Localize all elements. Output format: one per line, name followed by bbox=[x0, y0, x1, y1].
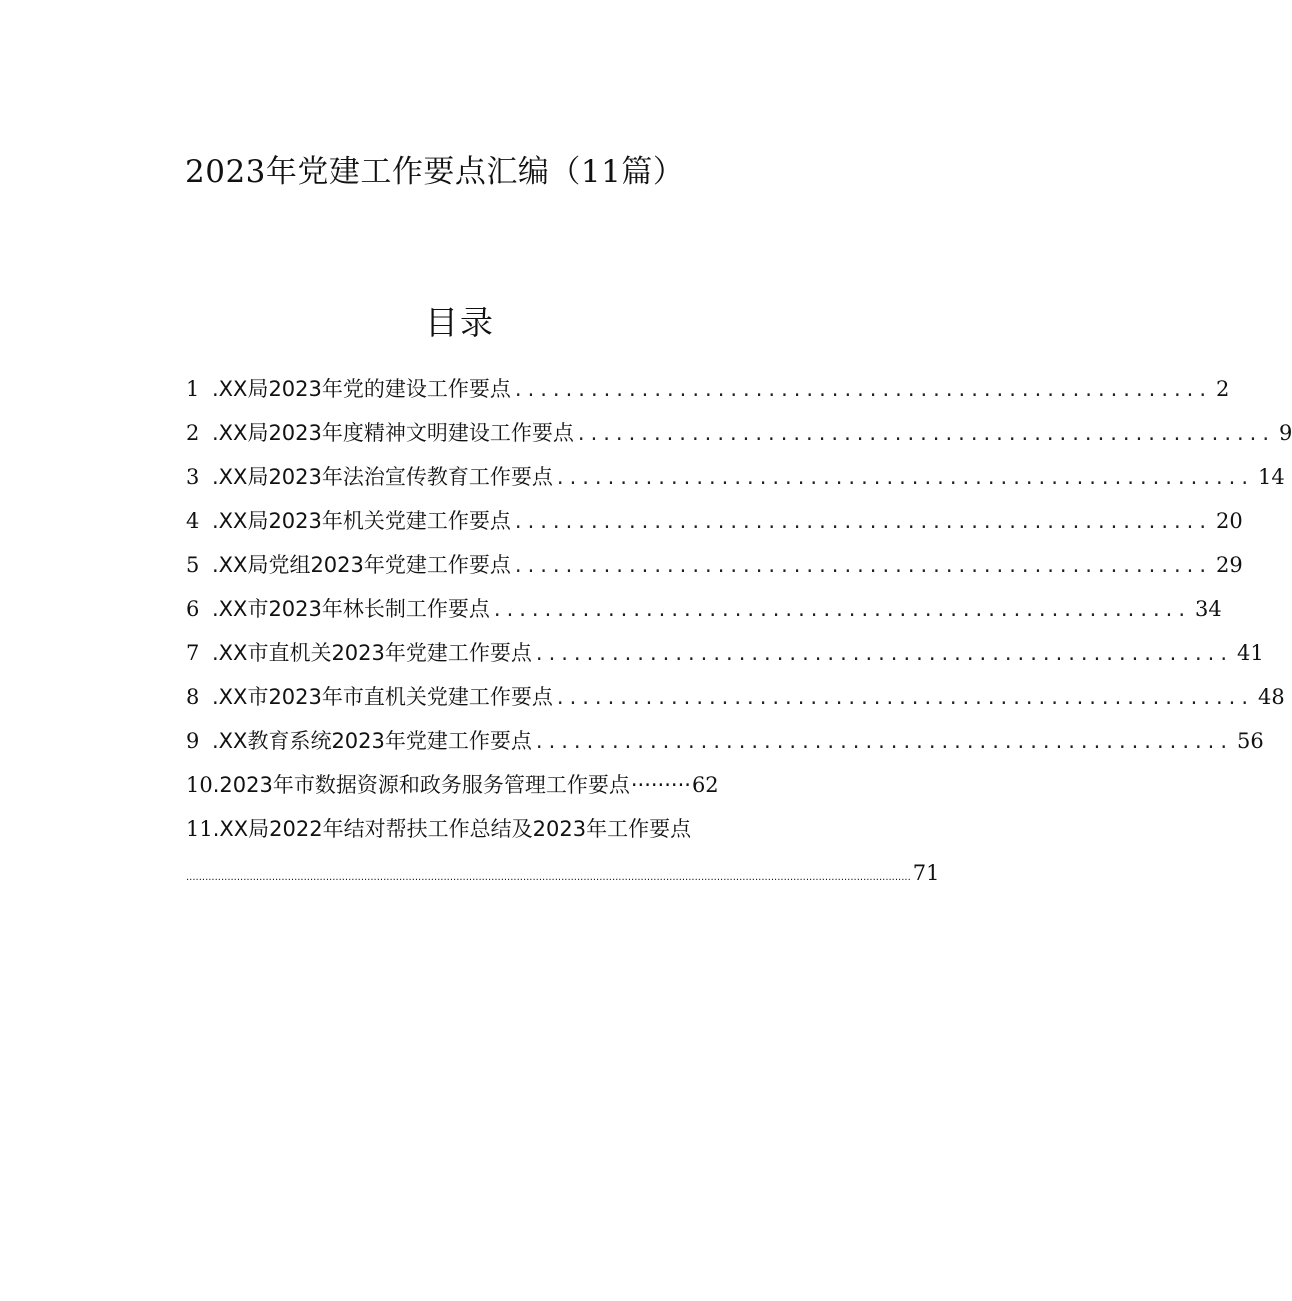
toc-entry[interactable] bbox=[186, 677, 1285, 721]
document-title: 2023年党建工作要点汇编（11篇） bbox=[185, 154, 685, 190]
toc-entry-number: 5 bbox=[186, 553, 200, 577]
toc-entry-title: .XX市2023年市直机关党建工作要点 bbox=[212, 685, 553, 709]
toc-entry-number: 9 bbox=[186, 729, 200, 753]
dot-leader: ....................................................... bbox=[514, 509, 1213, 533]
toc-entry-page: 20 bbox=[1216, 509, 1243, 533]
toc-entry-title: .XX局2023年法治宣传教育工作要点 bbox=[212, 465, 553, 489]
dot-leader: ....................................................... bbox=[493, 597, 1192, 621]
dot-leader: .................................................................................................................................................................................................................................... bbox=[186, 872, 911, 883]
toc-entry[interactable] bbox=[186, 457, 1285, 501]
toc-entry-page: 2 bbox=[1216, 377, 1230, 401]
toc-entry[interactable] bbox=[186, 721, 1264, 765]
toc-entry-number: 6 bbox=[186, 597, 200, 621]
toc-entry-page: 48 bbox=[1258, 685, 1285, 709]
toc-entry[interactable] bbox=[186, 413, 1292, 457]
dot-leader: ....................................................... bbox=[514, 377, 1213, 401]
dot-leader: ....................................................... bbox=[556, 465, 1255, 489]
toc-entry-page: 41 bbox=[1237, 641, 1264, 665]
toc-entry-page: 9 bbox=[1279, 421, 1292, 445]
table-of-contents bbox=[186, 369, 1292, 897]
toc-entry-number: 11 bbox=[186, 817, 213, 841]
toc-entry-number: 8 bbox=[186, 685, 200, 709]
toc-entry[interactable] bbox=[186, 545, 1243, 589]
dot-leader: ....................................................... bbox=[535, 729, 1234, 753]
dot-leader: ········· bbox=[630, 773, 691, 797]
toc-entry[interactable] bbox=[186, 765, 776, 809]
dot-leader: ....................................................... bbox=[514, 553, 1213, 577]
dot-leader: ....................................................... bbox=[577, 421, 1276, 445]
toc-entry-page: 56 bbox=[1237, 729, 1264, 753]
toc-entry-number: 7 bbox=[186, 641, 200, 665]
toc-entry-number: 4 bbox=[186, 509, 200, 533]
toc-entry-number: 2 bbox=[186, 421, 200, 445]
toc-entry-title: .XX市直机关2023年党建工作要点 bbox=[212, 641, 532, 665]
toc-entry-number: 3 bbox=[186, 465, 200, 489]
toc-entry-number: 1 bbox=[186, 377, 200, 401]
toc-entry[interactable] bbox=[186, 501, 1243, 545]
toc-entry-title: .2023年市数据资源和政务服务管理工作要点 bbox=[212, 773, 630, 797]
toc-entry[interactable] bbox=[186, 589, 1222, 633]
toc-entry-title: .XX教育系统2023年党建工作要点 bbox=[212, 729, 532, 753]
toc-entry-page: 29 bbox=[1216, 553, 1243, 577]
toc-entry-page: 62 bbox=[691, 773, 719, 797]
toc-entry-title: .XX局2023年党的建设工作要点 bbox=[212, 377, 511, 401]
toc-entry[interactable] bbox=[186, 633, 1264, 677]
toc-entry-title: .XX局党组2023年党建工作要点 bbox=[212, 553, 511, 577]
toc-entry[interactable] bbox=[186, 809, 776, 853]
dot-leader: ....................................................... bbox=[535, 641, 1234, 665]
toc-entry-page: 34 bbox=[1195, 597, 1222, 621]
toc-heading: 目录 bbox=[425, 303, 495, 342]
dot-leader: ....................................................... bbox=[556, 685, 1255, 709]
toc-entry[interactable] bbox=[186, 369, 1230, 413]
toc-entry-continuation bbox=[186, 853, 940, 897]
toc-entry-page: 71 bbox=[912, 861, 940, 885]
toc-entry-title: .XX市2023年林长制工作要点 bbox=[212, 597, 490, 621]
toc-entry-page: 14 bbox=[1258, 465, 1285, 489]
toc-entry-number: 10 bbox=[186, 773, 213, 797]
toc-entry-title: .XX局2023年机关党建工作要点 bbox=[212, 509, 511, 533]
toc-entry-title: .XX局2023年度精神文明建设工作要点 bbox=[212, 421, 574, 445]
toc-entry-title: .XX局2022年结对帮扶工作总结及2023年工作要点 bbox=[212, 817, 692, 841]
